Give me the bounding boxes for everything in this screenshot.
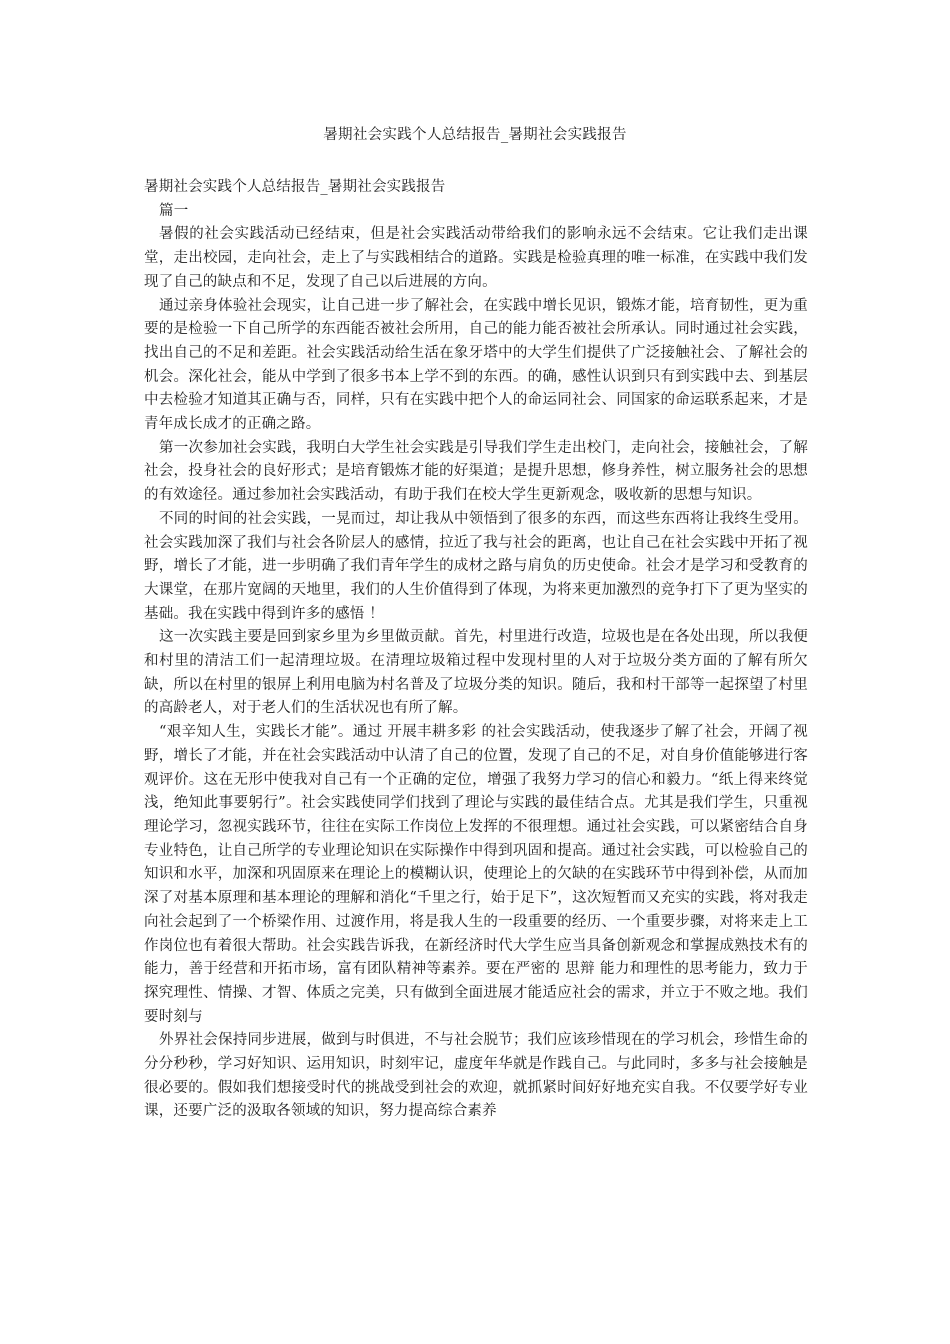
- paragraph: “艰辛知人生，实践长才能”。通过 开展丰耕多彩 的社会实践活动，使我逐步了解了社会，开阔了视野，增长了才能，并在社会实践活动中认清了自己的位置，发现了自己的不足，对自身价值能够进行客观评价。这在无形中使我对自己有一个正确的定位，增强了我努力学习的信心和毅力。“纸上得来终觉浅，绝知此事要躬行”。社会实践使同学们找到了理论与实践的最佳结合点。尤其是我们学生，只重视理论学习，忽视实践环节，往往在实际工作岗位上发挥的不很理想。通过社会实践，可以紧密结合自身专业特色，让自己所学的专业理论知识在实际操作中得到巩固和提高。通过社会实践，可以检验自己的知识和水平，加深和巩固原来在理论上的模糊认识，使理论上的欠缺的在实践环节中得到补偿，从而加深了对基本原理和基本理论的理解和消化“千里之行，始于足下”，这次短暂而又充实的实践，将对我走向社会起到了一个桥梁作用、过渡作用，将是我人生的一段重要的经历、一个重要步骤，对将来走上工作岗位也有着很大帮助。社会实践告诉我，在新经济时代大学生应当具备创新观念和掌握成熟技术有的能力，善于经营和开拓市场，富有团队精神等素养。要在严密的 思辩 能力和理性的思考能力，致力于探究理性、情操、才智、体质之完美，只有做到全面进展才能适应社会的需求，并立于不败之地。我们要时刻与: [144, 724, 808, 1025]
- paragraph: 不同的时间的社会实践，一晃而过，却让我从中领悟到了很多的东西，而这些东西将让我终生受用。社会实践加深了我们与社会各阶层人的感情，拉近了我与社会的距离，也让自己在社会实践中开拓了视野，增长了才能，进一步明确了我们青年学生的成材之路与肩负的历史使命。社会才是学习和受教育的大课堂，在那片宽阔的天地里，我们的人生价值得到了体现，为将来更加激烈的竞争打下了更为坚实的基础。我在实践中得到许多的感悟 ！: [144, 510, 808, 622]
- chapter-heading: 篇一: [159, 202, 189, 219]
- document-body: [144, 176, 808, 1124]
- paragraph: 通过亲身体验社会现实，让自己进一步了解社会，在实践中增长见识，锻炼才能，培育韧性，更为重要的是检验一下自己所学的东西能否被社会所用，自己的能力能否被社会所承认。同时通过社会实践，找出自己的不足和差距。社会实践活动给生活在象牙塔中的大学生们提供了广泛接触社会、了解社会的机会。深化社会，能从中学到了很多书本上学不到的东西。的确，感性认识到只有到实践中去、到基层中去检验才知道其正确与否，同样，只有在实践中把个人的命运同社会、同国家的命运联系起来，才是青年成长成才的正确之路。: [144, 297, 808, 433]
- page-title: 暑期社会实践个人总结报告_暑期社会实践报告: [323, 127, 627, 143]
- paragraph: 外界社会保持同步进展，做到与时俱进，不与社会脱节；我们应该珍惜现在的学习机会，珍惜生命的分分秒秒，学习好知识、运用知识，时刻牢记，虚度年华就是作践自己。与此同时，多多与社会接触是很必要的。假如我们想接受时代的挑战受到社会的欢迎，就抓紧时间好好地充实自我。不仅要学好专业课，还要广泛的汲取各领域的知识，努力提高综合素养: [144, 1032, 808, 1120]
- paragraph: 暑假的社会实践活动已经结束，但是社会实践活动带给我们的影响永远不会结束。它让我们走出课堂，走出校园，走向社会，走上了与实践相结合的道路。实践是检验真理的唯一标准，在实践中我们发现了自己的缺点和不足，发现了自己以后进展的方向。: [144, 226, 808, 290]
- paragraph: 第一次参加社会实践，我明白大学生社会实践是引导我们学生走出校门，走向社会，接触社会，了解社会，投身社会的良好形式；是培育锻炼才能的好渠道；是提升思想，修身养性，树立服务社会的思想的有效途径。通过参加社会实践活动，有助于我们在校大学生更新观念，吸收新的思想与知识。: [144, 439, 808, 504]
- paragraph: 这一次实践主要是回到家乡里为乡里做贡献。首先，村里进行改造，垃圾也是在各处出现，所以我便和村里的清洁工们一起清理垃圾。在清理垃圾箱过程中发现村里的人对于垃圾分类方面的了解有所欠缺，所以在村里的银屏上利用电脑为村名普及了垃圾分类的知识。随后，我和村干部等一起探望了村里的高龄老人，对于老人们的生活状况也有所了解。: [144, 629, 808, 717]
- document-subtitle: 暑期社会实践个人总结报告_暑期社会实践报告: [144, 179, 446, 195]
